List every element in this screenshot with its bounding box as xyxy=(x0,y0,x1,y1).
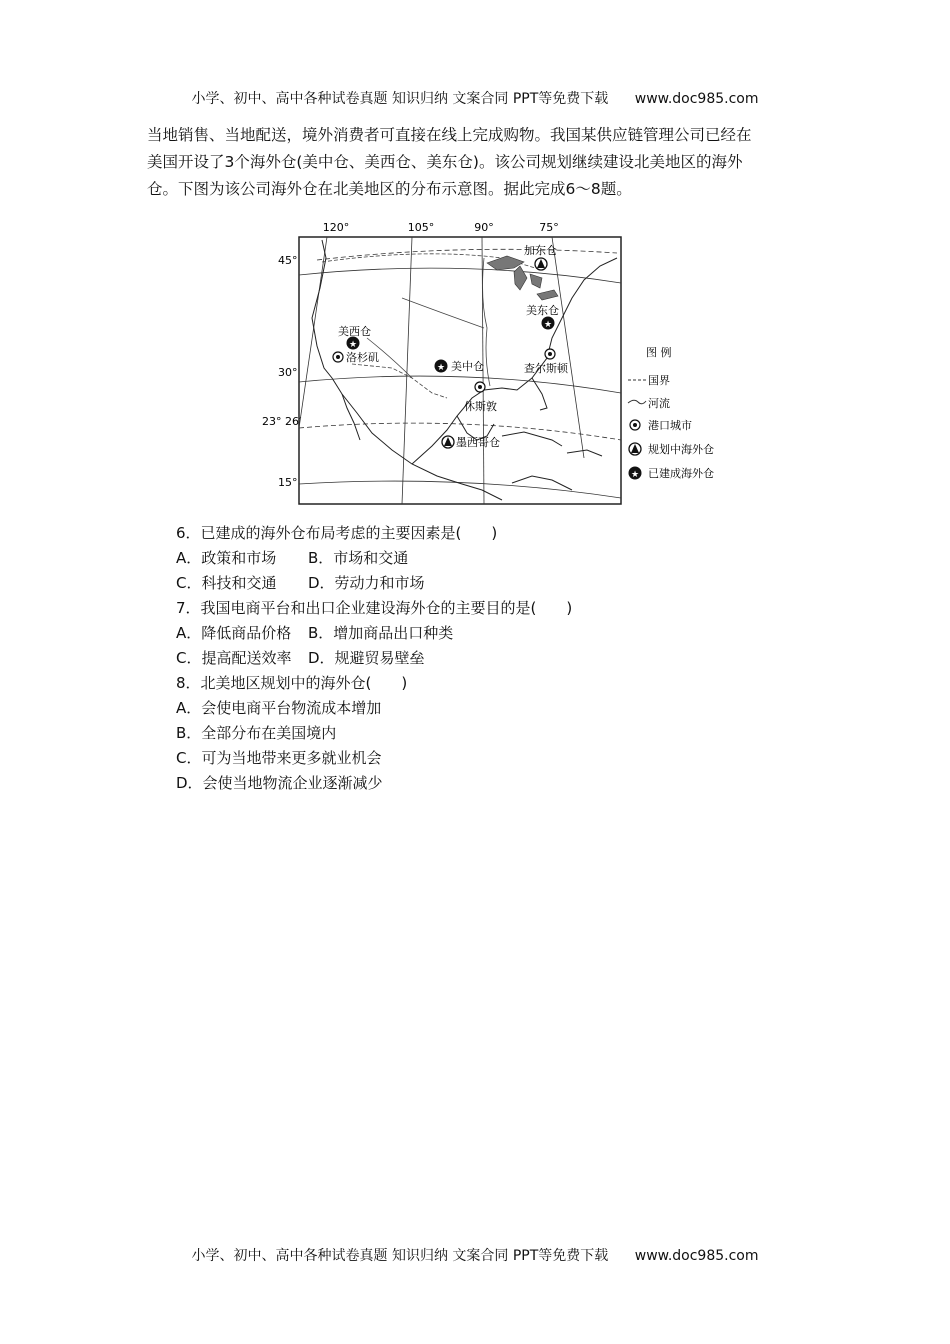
svg-text:★: ★ xyxy=(348,340,358,350)
footer-text: 小学、初中、高中各种试卷真题 知识归纳 文案合同 PPT等免费下载 xyxy=(191,1248,609,1264)
footer-site-link[interactable]: www.doc985.com xyxy=(634,1248,759,1264)
place-label: 查尔斯顿 xyxy=(524,362,568,375)
map-legend xyxy=(628,345,714,480)
option: C．提高配送效率 xyxy=(176,649,292,667)
lon-label: 105° xyxy=(407,221,435,234)
legend-planned: 规划中海外仓 xyxy=(648,443,714,456)
lon-label: 90° xyxy=(474,221,494,234)
option: D．劳动力和市场 xyxy=(308,574,425,592)
intro-line: 仓。下图为该公司海外仓在北美地区的分布示意图。据此完成6～8题。 xyxy=(147,180,632,198)
option: A．会使电商平台物流成本增加 xyxy=(176,699,382,717)
place-label: 美中仓 xyxy=(451,360,484,373)
place-label: 美东仓 xyxy=(526,304,559,317)
legend-title: 图 例 xyxy=(646,346,672,359)
option: C．科技和交通 xyxy=(176,574,277,592)
option: D．会使当地物流企业逐渐减少 xyxy=(176,774,383,792)
lat-label: 45° xyxy=(278,254,298,267)
svg-text:★: ★ xyxy=(543,320,553,330)
lat-label: 30° xyxy=(278,366,298,379)
lon-label: 120° xyxy=(322,221,350,234)
legend-river: 河流 xyxy=(648,397,670,410)
svg-text:★: ★ xyxy=(436,363,446,373)
place-label: 休斯敦 xyxy=(464,400,497,413)
legend-port: 港口城市 xyxy=(648,419,692,432)
option: B．市场和交通 xyxy=(308,549,409,567)
page-footer xyxy=(0,1245,950,1265)
lon-label: 75° xyxy=(539,221,559,234)
question-stem: 8．北美地区规划中的海外仓( ) xyxy=(176,674,408,692)
intro-line: 当地销售、当地配送，境外消费者可直接在线上完成购物。我国某供应链管理公司已经在 xyxy=(147,126,752,144)
place-meizhong xyxy=(435,359,485,373)
place-label: 墨西哥仓 xyxy=(456,436,500,449)
page-header xyxy=(0,88,950,108)
place-label: 洛杉矶 xyxy=(346,351,379,364)
place-meixi xyxy=(338,325,371,350)
option: C．可为当地带来更多就业机会 xyxy=(176,749,382,767)
lat-label: 15° xyxy=(278,476,298,489)
place-luoshanji xyxy=(333,350,379,364)
svg-text:★: ★ xyxy=(630,470,640,480)
place-label: 美西仓 xyxy=(338,325,371,338)
intro-paragraph xyxy=(147,122,807,203)
lat-label: 23° 26′ xyxy=(262,415,302,428)
place-label: 加东仓 xyxy=(524,244,557,257)
intro-line: 美国开设了3个海外仓(美中仓、美西仓、美东仓)。该公司规划继续建设北美地区的海外 xyxy=(147,153,743,171)
option-row xyxy=(176,646,776,671)
legend-built: 已建成海外仓 xyxy=(648,467,714,480)
option: A．降低商品价格 xyxy=(176,624,292,642)
place-jiadong xyxy=(524,243,557,270)
legend-border: 国界 xyxy=(648,374,670,387)
option-row xyxy=(176,546,776,571)
option: B．全部分布在美国境内 xyxy=(176,724,337,742)
question-stem: 6．已建成的海外仓布局考虑的主要因素是( ) xyxy=(176,524,498,542)
option-row xyxy=(176,571,776,596)
place-meidong xyxy=(526,304,559,330)
option: A．政策和市场 xyxy=(176,549,277,567)
place-chaersidun xyxy=(524,349,569,375)
north-america-warehouse-map xyxy=(262,218,732,510)
header-text: 小学、初中、高中各种试卷真题 知识归纳 文案合同 PPT等免费下载 xyxy=(191,91,609,107)
place-moxige xyxy=(442,435,500,449)
place-xiusidun xyxy=(464,382,497,413)
option: B．增加商品出口种类 xyxy=(308,624,454,642)
question-stem: 7．我国电商平台和出口企业建设海外仓的主要目的是( ) xyxy=(176,599,573,617)
header-site-link[interactable]: www.doc985.com xyxy=(634,91,759,107)
question-list xyxy=(176,521,776,796)
option: D．规避贸易壁垒 xyxy=(308,649,425,667)
option-row xyxy=(176,621,776,646)
